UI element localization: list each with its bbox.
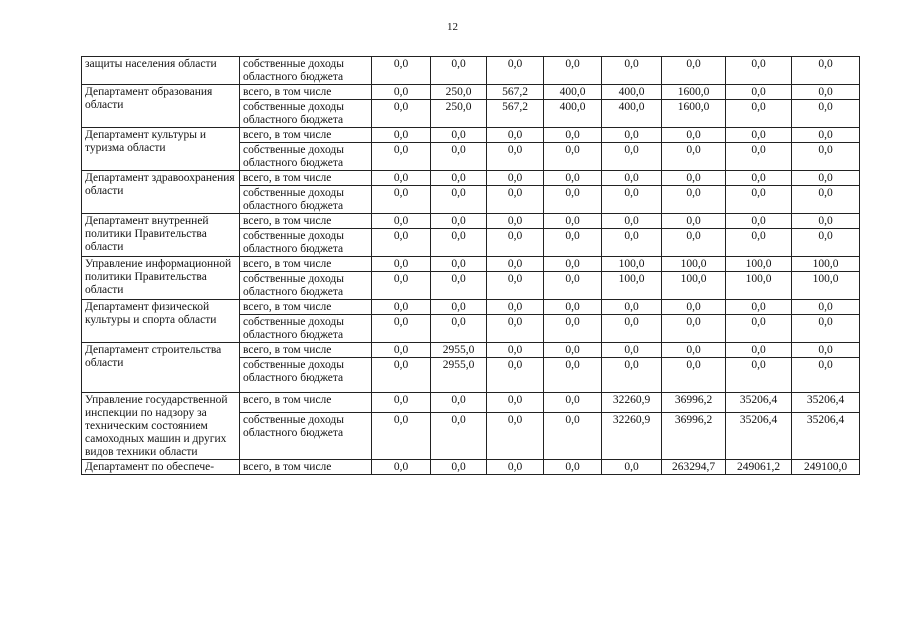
amount-cell: 0,0 (792, 57, 860, 85)
amount-cell: 0,0 (372, 460, 431, 475)
amount-cell: 0,0 (372, 128, 431, 143)
amount-cell: 0,0 (431, 413, 487, 460)
table-row (82, 214, 860, 229)
amount-cell: 0,0 (602, 315, 662, 343)
amount-cell: 0,0 (372, 143, 431, 171)
budget-table (81, 56, 860, 475)
amount-cell: 0,0 (792, 128, 860, 143)
amount-cell: 0,0 (544, 229, 602, 257)
amount-cell: 0,0 (487, 128, 544, 143)
amount-cell: 0,0 (372, 272, 431, 300)
amount-cell: 567,2 (487, 100, 544, 128)
funding-source: собственные доходы областного бюджета (240, 272, 372, 300)
amount-cell: 0,0 (431, 128, 487, 143)
amount-cell: 100,0 (662, 257, 726, 272)
amount-cell: 0,0 (487, 214, 544, 229)
amount-cell: 0,0 (602, 171, 662, 186)
department-name: Департамент образования области (82, 85, 240, 128)
amount-cell: 0,0 (792, 143, 860, 171)
amount-cell: 249100,0 (792, 460, 860, 475)
amount-cell: 0,0 (602, 214, 662, 229)
amount-cell: 32260,9 (602, 413, 662, 460)
amount-cell: 0,0 (372, 85, 431, 100)
amount-cell: 0,0 (662, 186, 726, 214)
amount-cell: 35206,4 (792, 393, 860, 413)
amount-cell: 0,0 (431, 186, 487, 214)
amount-cell: 400,0 (602, 100, 662, 128)
amount-cell: 0,0 (792, 229, 860, 257)
amount-cell: 0,0 (487, 413, 544, 460)
amount-cell: 0,0 (662, 128, 726, 143)
amount-cell: 0,0 (662, 343, 726, 358)
amount-cell: 0,0 (792, 214, 860, 229)
amount-cell: 0,0 (544, 272, 602, 300)
amount-cell: 0,0 (372, 300, 431, 315)
amount-cell: 0,0 (372, 358, 431, 393)
amount-cell: 0,0 (544, 128, 602, 143)
amount-cell: 0,0 (792, 300, 860, 315)
amount-cell: 0,0 (792, 358, 860, 393)
amount-cell: 0,0 (372, 171, 431, 186)
amount-cell: 0,0 (792, 343, 860, 358)
amount-cell: 0,0 (431, 214, 487, 229)
amount-cell: 0,0 (662, 171, 726, 186)
amount-cell: 0,0 (602, 343, 662, 358)
amount-cell: 0,0 (662, 300, 726, 315)
amount-cell: 0,0 (431, 393, 487, 413)
amount-cell: 0,0 (487, 460, 544, 475)
amount-cell: 0,0 (487, 272, 544, 300)
amount-cell: 0,0 (726, 343, 792, 358)
amount-cell: 0,0 (726, 85, 792, 100)
amount-cell: 400,0 (544, 100, 602, 128)
table-row (82, 57, 860, 85)
amount-cell: 35206,4 (792, 413, 860, 460)
department-name: Департамент внутренней политики Правительства области (82, 214, 240, 257)
amount-cell: 0,0 (602, 57, 662, 85)
amount-cell: 0,0 (372, 229, 431, 257)
funding-source: всего, в том числе (240, 128, 372, 143)
amount-cell: 0,0 (487, 229, 544, 257)
amount-cell: 0,0 (372, 214, 431, 229)
amount-cell: 0,0 (487, 393, 544, 413)
amount-cell: 249061,2 (726, 460, 792, 475)
amount-cell: 2955,0 (431, 343, 487, 358)
amount-cell: 0,0 (487, 171, 544, 186)
amount-cell: 0,0 (726, 214, 792, 229)
table-row (82, 460, 860, 475)
amount-cell: 0,0 (372, 343, 431, 358)
amount-cell: 0,0 (544, 413, 602, 460)
amount-cell: 0,0 (372, 257, 431, 272)
amount-cell: 0,0 (431, 300, 487, 315)
amount-cell: 0,0 (726, 171, 792, 186)
amount-cell: 400,0 (602, 85, 662, 100)
amount-cell: 0,0 (544, 171, 602, 186)
amount-cell: 0,0 (602, 460, 662, 475)
amount-cell: 0,0 (544, 300, 602, 315)
amount-cell: 0,0 (544, 393, 602, 413)
amount-cell: 0,0 (544, 57, 602, 85)
amount-cell: 0,0 (602, 300, 662, 315)
funding-source: всего, в том числе (240, 393, 372, 413)
amount-cell: 0,0 (726, 315, 792, 343)
funding-source: собственные доходы областного бюджета (240, 315, 372, 343)
amount-cell: 32260,9 (602, 393, 662, 413)
department-name: Управление информационной политики Правительства области (82, 257, 240, 300)
amount-cell: 0,0 (662, 214, 726, 229)
amount-cell: 0,0 (792, 171, 860, 186)
amount-cell: 0,0 (662, 358, 726, 393)
amount-cell: 0,0 (792, 186, 860, 214)
amount-cell: 100,0 (726, 272, 792, 300)
amount-cell: 1600,0 (662, 85, 726, 100)
amount-cell: 0,0 (662, 57, 726, 85)
amount-cell: 35206,4 (726, 413, 792, 460)
amount-cell: 0,0 (431, 143, 487, 171)
funding-source: всего, в том числе (240, 300, 372, 315)
funding-source: всего, в том числе (240, 257, 372, 272)
amount-cell: 36996,2 (662, 413, 726, 460)
amount-cell: 0,0 (487, 257, 544, 272)
department-name: Департамент культуры и туризма области (82, 128, 240, 171)
amount-cell: 36996,2 (662, 393, 726, 413)
table-row (82, 128, 860, 143)
amount-cell: 0,0 (372, 315, 431, 343)
amount-cell: 0,0 (431, 257, 487, 272)
amount-cell: 567,2 (487, 85, 544, 100)
department-name: Департамент по обеспече- (82, 460, 240, 475)
amount-cell: 0,0 (372, 100, 431, 128)
amount-cell: 0,0 (487, 57, 544, 85)
funding-source: собственные доходы областного бюджета (240, 413, 372, 460)
amount-cell: 100,0 (726, 257, 792, 272)
table-row (82, 300, 860, 315)
amount-cell: 0,0 (726, 186, 792, 214)
department-name: Департамент здравоохранения области (82, 171, 240, 214)
funding-source: всего, в том числе (240, 214, 372, 229)
amount-cell: 100,0 (662, 272, 726, 300)
funding-source: всего, в том числе (240, 343, 372, 358)
amount-cell: 0,0 (431, 229, 487, 257)
amount-cell: 0,0 (726, 143, 792, 171)
amount-cell: 100,0 (602, 257, 662, 272)
amount-cell: 0,0 (431, 272, 487, 300)
amount-cell: 35206,4 (726, 393, 792, 413)
funding-source: всего, в том числе (240, 171, 372, 186)
amount-cell: 0,0 (602, 143, 662, 171)
amount-cell: 0,0 (372, 393, 431, 413)
amount-cell: 0,0 (487, 358, 544, 393)
amount-cell: 100,0 (792, 272, 860, 300)
amount-cell: 0,0 (544, 343, 602, 358)
department-name: Департамент физической культуры и спорта области (82, 300, 240, 343)
department-name: защиты населения области (82, 57, 240, 85)
amount-cell: 100,0 (602, 272, 662, 300)
amount-cell: 0,0 (544, 143, 602, 171)
funding-source: собственные доходы областного бюджета (240, 358, 372, 393)
amount-cell: 2955,0 (431, 358, 487, 393)
amount-cell: 0,0 (372, 57, 431, 85)
amount-cell: 0,0 (602, 128, 662, 143)
amount-cell: 0,0 (544, 315, 602, 343)
amount-cell: 0,0 (487, 143, 544, 171)
funding-source: всего, в том числе (240, 85, 372, 100)
amount-cell: 0,0 (487, 343, 544, 358)
amount-cell: 1600,0 (662, 100, 726, 128)
amount-cell: 0,0 (792, 85, 860, 100)
amount-cell: 0,0 (544, 186, 602, 214)
funding-source: собственные доходы областного бюджета (240, 57, 372, 85)
amount-cell: 0,0 (544, 257, 602, 272)
page-number: 12 (447, 21, 458, 33)
amount-cell: 0,0 (662, 229, 726, 257)
amount-cell: 0,0 (662, 315, 726, 343)
amount-cell: 0,0 (431, 57, 487, 85)
table-body (82, 57, 860, 475)
amount-cell: 0,0 (372, 186, 431, 214)
department-name: Департамент строительства области (82, 343, 240, 393)
amount-cell: 400,0 (544, 85, 602, 100)
funding-source: собственные доходы областного бюджета (240, 100, 372, 128)
funding-source: всего, в том числе (240, 460, 372, 475)
amount-cell: 250,0 (431, 100, 487, 128)
amount-cell: 0,0 (726, 57, 792, 85)
amount-cell: 0,0 (602, 358, 662, 393)
amount-cell: 0,0 (431, 171, 487, 186)
funding-source: собственные доходы областного бюджета (240, 143, 372, 171)
amount-cell: 263294,7 (662, 460, 726, 475)
amount-cell: 0,0 (602, 229, 662, 257)
table-row (82, 85, 860, 100)
table-row (82, 171, 860, 186)
amount-cell: 0,0 (792, 315, 860, 343)
amount-cell: 0,0 (726, 300, 792, 315)
amount-cell: 0,0 (372, 413, 431, 460)
amount-cell: 0,0 (544, 460, 602, 475)
table-row (82, 343, 860, 358)
amount-cell: 0,0 (544, 214, 602, 229)
amount-cell: 0,0 (726, 100, 792, 128)
amount-cell: 0,0 (792, 100, 860, 128)
department-name: Управление государственной инспекции по надзору за техническим состоянием самоходных машин и других видов техники области (82, 393, 240, 460)
amount-cell: 0,0 (431, 460, 487, 475)
amount-cell: 0,0 (487, 300, 544, 315)
amount-cell: 0,0 (487, 315, 544, 343)
amount-cell: 100,0 (792, 257, 860, 272)
amount-cell: 0,0 (431, 315, 487, 343)
table-row (82, 393, 860, 413)
amount-cell: 0,0 (726, 128, 792, 143)
amount-cell: 0,0 (487, 186, 544, 214)
funding-source: собственные доходы областного бюджета (240, 186, 372, 214)
amount-cell: 0,0 (726, 358, 792, 393)
amount-cell: 0,0 (726, 229, 792, 257)
funding-source: собственные доходы областного бюджета (240, 229, 372, 257)
table-row (82, 257, 860, 272)
amount-cell: 0,0 (602, 186, 662, 214)
amount-cell: 250,0 (431, 85, 487, 100)
amount-cell: 0,0 (544, 358, 602, 393)
amount-cell: 0,0 (662, 143, 726, 171)
